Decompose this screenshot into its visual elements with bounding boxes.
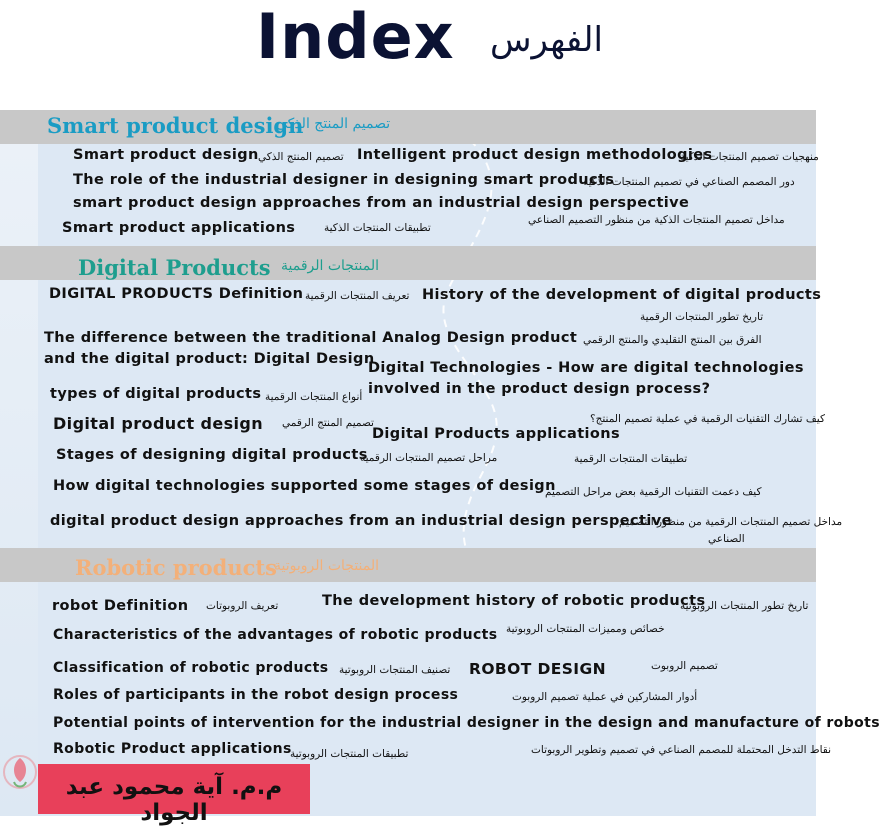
- toc-item: How digital technologies supported some stages of design: [53, 478, 556, 494]
- toc-item: Characteristics of the advantages of robotic products: [53, 627, 498, 643]
- toc-item: Stages of designing digital products: [56, 447, 368, 463]
- toc-item: Intelligent product design methodologies: [357, 147, 713, 163]
- toc-item: The difference between the traditional Analog Design product: [44, 330, 578, 346]
- toc-item: types of digital products: [50, 386, 262, 402]
- author-name: م.م. آية محمود عبد الجواد: [65, 774, 283, 826]
- toc-item-arabic: تصميم الروبوت: [651, 660, 718, 672]
- toc-item-arabic: تطبيقات المنتجات الذكية: [324, 222, 431, 234]
- toc-item: robot Definition: [52, 598, 189, 614]
- toc-item-arabic: مراحل تصميم المنتجات الرقمية: [360, 452, 498, 464]
- toc-item-arabic: تاريخ تطور المنتجات الرقمية: [640, 311, 764, 323]
- toc-item: ROBOT DESIGN: [469, 660, 606, 678]
- section-heading-smart: Smart product design: [47, 113, 304, 138]
- toc-item: History of the development of digital products: [422, 287, 822, 303]
- tulip-logo-icon: [2, 742, 38, 802]
- toc-item-arabic: تطبيقات المنتجات الرقمية: [574, 453, 688, 465]
- toc-item: Digital product design: [53, 414, 264, 433]
- toc-item: smart product design approaches from an industrial design perspective: [73, 195, 690, 211]
- toc-item-arabic: الصناعي: [708, 533, 745, 545]
- toc-item-arabic: تصنيف المنتجات الروبوتية: [339, 664, 451, 676]
- toc-item-arabic: كيف تشارك التقنيات الرقمية في عملية تصميم المنتج؟: [590, 413, 825, 425]
- toc-item-arabic: كيف دعمت التقنيات الرقمية بعض مراحل التصميم: [545, 486, 762, 498]
- toc-item: The role of the industrial designer in designing smart products: [73, 172, 615, 188]
- toc-item: Smart product design: [73, 147, 259, 163]
- toc-item: Digital Products applications: [372, 426, 621, 442]
- toc-item-arabic: مداخل تصميم المنتجات الذكية من منظور التصميم الصناعي: [528, 214, 785, 226]
- toc-item: The development history of robotic products: [322, 593, 706, 609]
- toc-item-arabic: نقاط التدخل المحتملة للمصمم الصناعي في تصميم وتطوير الروبوتات: [531, 744, 832, 756]
- toc-item-arabic: تطبيقات المنتجات الروبوتية: [290, 748, 409, 760]
- toc-item: Potential points of intervention for the industrial designer in the design and manufacture of robots: [53, 715, 880, 731]
- toc-item: involved in the product design process?: [368, 381, 711, 397]
- page-title-arabic: الفهرس: [490, 20, 603, 60]
- toc-item-arabic: أدوار المشاركين في عملية تصميم الروبوت: [512, 691, 698, 703]
- toc-item: Digital Technologies - How are digital technologies: [368, 360, 804, 376]
- page-title: Index: [256, 0, 455, 73]
- toc-item-arabic: دور المصمم الصناعي في تصميم المنتجات الذكية: [583, 176, 795, 188]
- toc-item-arabic: الفرق بين المنتج التقليدي والمنتج الرقمي: [583, 334, 762, 346]
- section-heading-smart-arabic: تصميم المنتج الذكي: [276, 116, 391, 132]
- toc-item: Robotic Product applications: [53, 741, 292, 757]
- toc-item-arabic: أنواع المنتجات الرقمية: [265, 391, 363, 403]
- toc-item-arabic: تعريف الروبوتات: [206, 600, 279, 612]
- toc-item-arabic: مداخل تصميم المنتجات الرقمية من منظور التصميم: [619, 516, 843, 528]
- section-heading-robotic-arabic: المنتجات الروبوتية: [274, 558, 380, 574]
- section-heading-robotic: Robotic products: [75, 555, 277, 580]
- toc-item: digital product design approaches from an industrial design perspective: [50, 513, 672, 529]
- section-heading-digital: Digital Products: [78, 255, 271, 280]
- toc-item-arabic: تصميم المنتج الرقمي: [282, 417, 374, 429]
- toc-item: Roles of participants in the robot design process: [53, 687, 459, 703]
- toc-item-arabic: منهجيات تصميم المنتجات الذكية: [680, 151, 819, 163]
- toc-item: Smart product applications: [62, 220, 296, 236]
- section-heading-digital-arabic: المنتجات الرقمية: [281, 258, 380, 274]
- toc-item-arabic: تاريخ تطور المنتجات الروبوتية: [680, 600, 809, 612]
- toc-item: Classification of robotic products: [53, 660, 329, 676]
- toc-item: and the digital product: Digital Design: [44, 351, 375, 367]
- toc-item-arabic: خصائص ومميزات المنتجات الروبوتية: [506, 623, 665, 635]
- toc-item-arabic: تصميم المنتج الذكي: [258, 151, 344, 163]
- toc-item: DIGITAL PRODUCTS Definition: [49, 286, 304, 302]
- toc-item-arabic: تعريف المنتجات الرقمية: [305, 290, 410, 302]
